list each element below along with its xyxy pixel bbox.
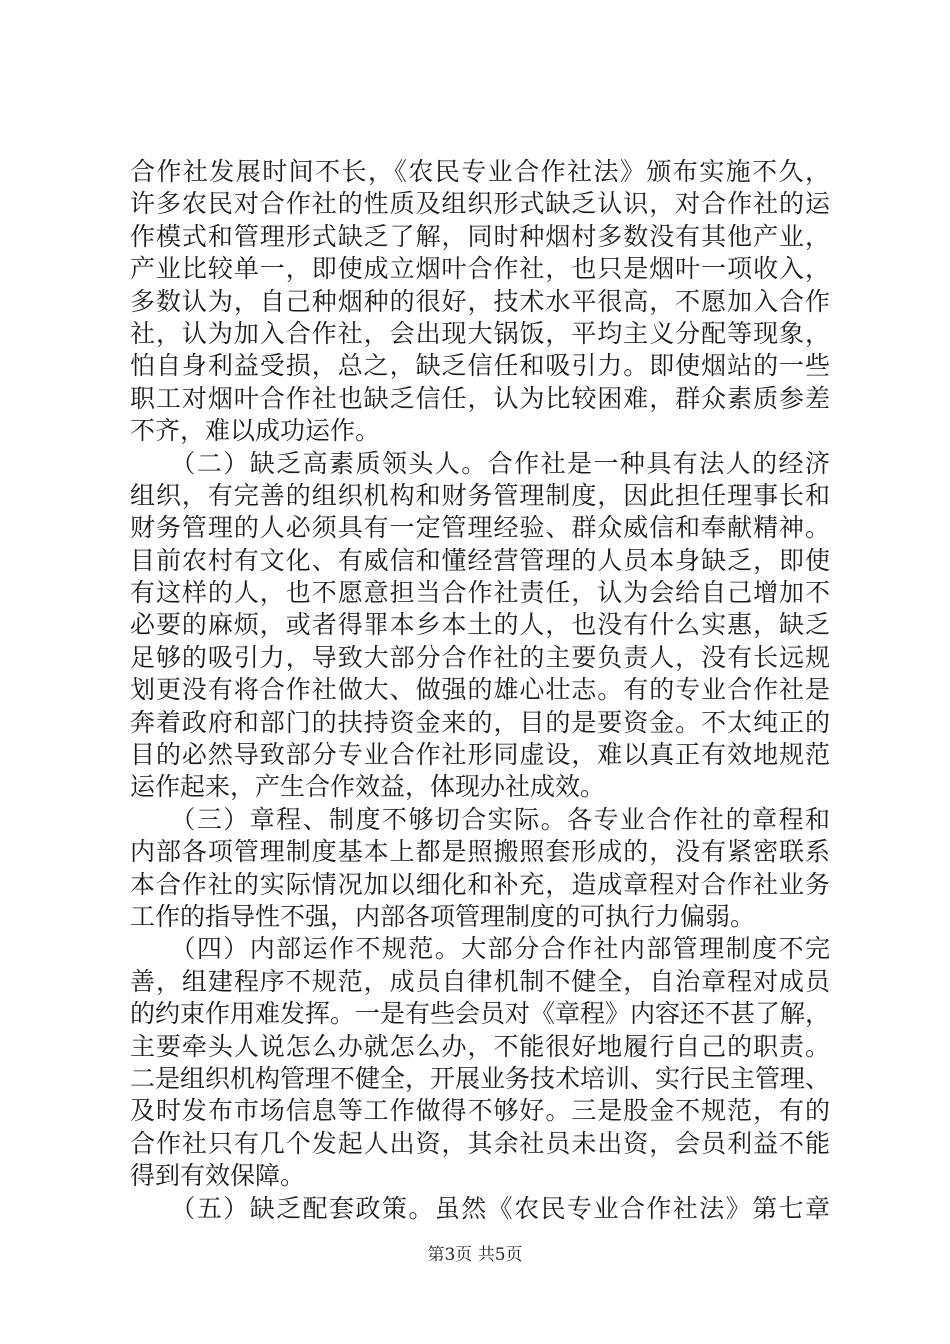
text-line: 工作的指导性不强，内部各项管理制度的可执行力偏弱。 xyxy=(130,901,756,931)
text-line: 目前农村有文化、有威信和懂经营管理的人员本身缺乏，即使 xyxy=(130,545,830,575)
text-line: 多数认为，自己种烟种的很好，技术水平很高，不愿加入合作 xyxy=(130,286,830,316)
text-line: 财务管理的人必须具有一定管理经验、群众威信和奉献精神。 xyxy=(130,513,830,543)
text-line: 奔着政府和部门的扶持资金来的，目的是要资金。不太纯正的 xyxy=(130,707,830,737)
text-line: 职工对烟叶合作社也缺乏信任，认为比较困难，群众素质参差 xyxy=(130,383,830,413)
text-line: 内部各项管理制度基本上都是照搬照套形成的，没有紧密联系 xyxy=(130,837,830,867)
text-line: 善，组建程序不规范，成员自律机制不健全，自治章程对成员 xyxy=(130,966,830,996)
text-line: 得到有效保障。 xyxy=(130,1161,306,1191)
text-line: 有这样的人，也不愿意担当合作社责任，认为会给自己增加不 xyxy=(130,578,830,608)
text-line: 产业比较单一，即使成立烟叶合作社，也只是烟叶一项收入， xyxy=(130,254,830,284)
text-line: 的约束作用难发挥。一是有些会员对《章程》内容还不甚了解， xyxy=(130,999,830,1029)
text-line: 合作社发展时间不长，《农民专业合作社法》颁布实施不久， xyxy=(130,157,830,186)
text-line: 作模式和管理形式缺乏了解，同时种烟村多数没有其他产业， xyxy=(130,221,830,251)
text-line: 本合作社的实际情况加以细化和补充，造成章程对合作社业务 xyxy=(130,869,830,899)
text-line: 足够的吸引力，导致大部分合作社的主要负责人，没有长远规 xyxy=(130,642,830,672)
text-line: 不齐，难以成功运作。 xyxy=(130,416,381,446)
text-line: 必要的麻烦，或者得罪本乡本土的人，也没有什么实惠，缺乏 xyxy=(130,610,830,640)
document-body xyxy=(130,156,830,1225)
text-line: 二是组织机构管理不健全，开展业务技术培训、实行民主管理、 xyxy=(130,1063,830,1093)
text-line: 运作起来，产生合作效益，体现办社成效。 xyxy=(130,772,606,802)
page-footer: 第3页 共5页 xyxy=(427,1245,523,1265)
text-line: 目的必然导致部分专业合作社形同虚设，难以真正有效地规范 xyxy=(130,740,830,770)
text-line: （五）缺乏配套政策。虽然《农民专业合作社法》第七章 xyxy=(130,1193,830,1223)
text-line: 许多农民对合作社的性质及组织形式缺乏认识，对合作社的运 xyxy=(130,189,830,219)
text-line: （四）内部运作不规范。大部分合作社内部管理制度不完 xyxy=(130,934,830,964)
text-line: 组织，有完善的组织机构和财务管理制度，因此担任理事长和 xyxy=(130,480,830,510)
text-line: （三）章程、制度不够切合实际。各专业合作社的章程和 xyxy=(130,804,830,834)
text-line: （二）缺乏高素质领头人。合作社是一种具有法人的经济 xyxy=(130,448,830,478)
text-line: 合作社只有几个发起人出资，其余社员未出资，会员利益不能 xyxy=(130,1128,830,1158)
text-line: 怕自身利益受损，总之，缺乏信任和吸引力。即使烟站的一些 xyxy=(130,351,830,381)
text-line: 及时发布市场信息等工作做得不够好。三是股金不规范，有的 xyxy=(130,1096,830,1126)
text-line: 社，认为加入合作社，会出现大锅饭，平均主义分配等现象， xyxy=(130,318,830,348)
text-line: 划更没有将合作社做大、做强的雄心壮志。有的专业合作社是 xyxy=(130,675,830,705)
text-line: 主要牵头人说怎么办就怎么办，不能很好地履行自己的职责。 xyxy=(130,1031,830,1061)
